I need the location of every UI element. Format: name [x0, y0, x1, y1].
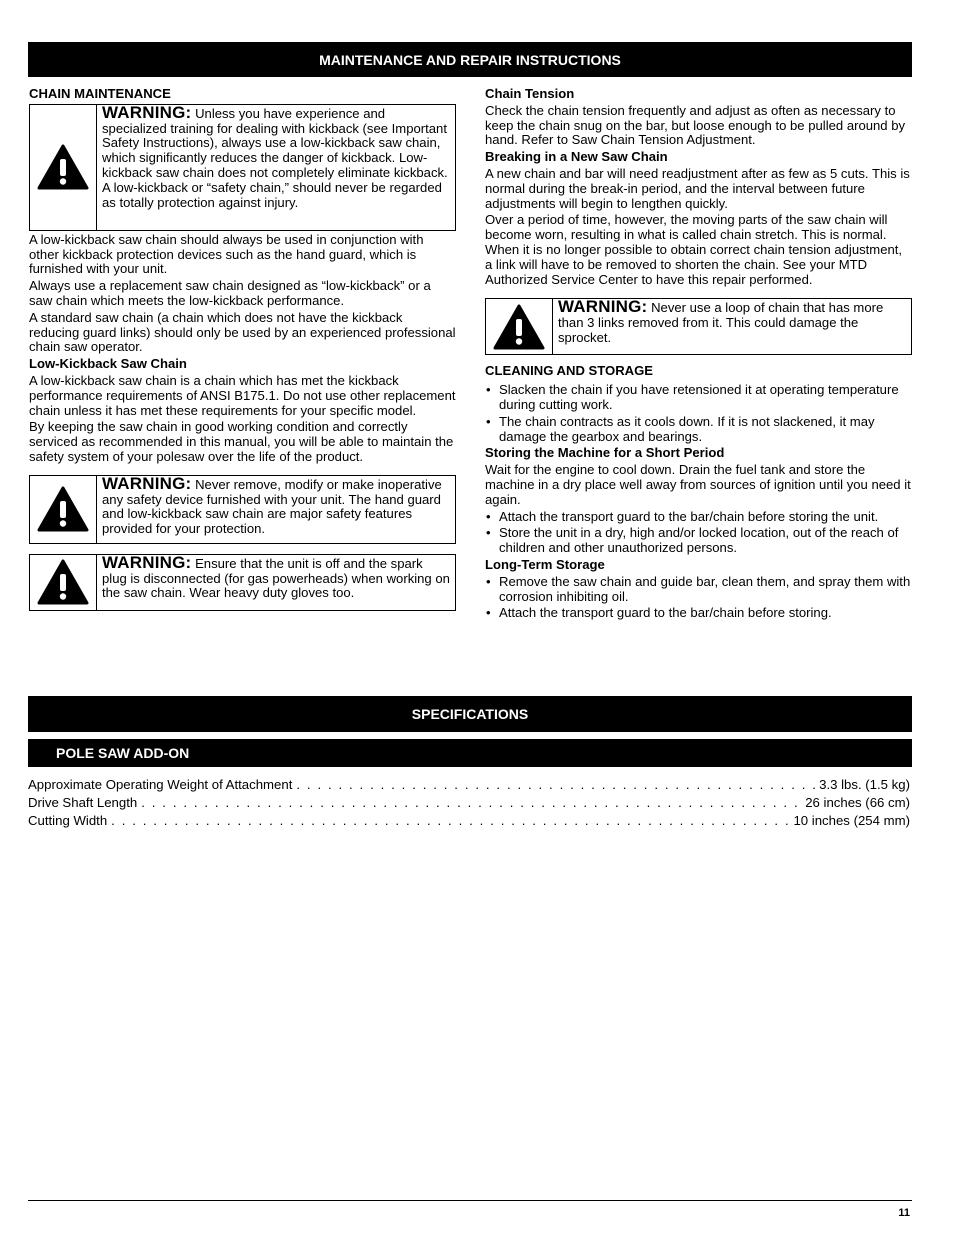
- spec-label: Approximate Operating Weight of Attachment: [28, 777, 293, 792]
- left-column: [29, 87, 456, 613]
- warning-box-chain-loop: [485, 298, 912, 355]
- dot-leader: [296, 777, 815, 792]
- spec-row: [28, 777, 910, 795]
- warning-text: [553, 299, 911, 354]
- long-term-bullet-list: [485, 575, 912, 621]
- dot-leader: [141, 795, 801, 810]
- warning-triangle-icon: [37, 486, 89, 532]
- warning-icon-cell: [30, 555, 97, 610]
- short-period-heading: Storing the Machine for a Short Period: [485, 445, 725, 461]
- low-kickback-heading: Low-Kickback Saw Chain: [29, 356, 187, 372]
- warning-text: [97, 102, 455, 230]
- paragraph: A standard saw chain (a chain which does not have the kickback reducing guard links) should only be used by an experienced professional chain saw operator.: [29, 309, 456, 355]
- warning-triangle-icon: [37, 559, 89, 605]
- list-item: • The chain contracts as it cools down. If it is not slackened, it may damage the gearbox and bearings.: [485, 415, 912, 445]
- warning-label: WARNING:: [558, 297, 648, 317]
- paragraph: By keeping the saw chain in good working condition and correctly serviced as recommended in this manual, you will be able to maintain the safety system of your polesaw over the life of the product.: [29, 419, 454, 464]
- spec-label: Cutting Width: [28, 813, 108, 828]
- warning-label: WARNING:: [102, 473, 192, 493]
- paragraph: A new chain and bar will need readjustment after as few as 5 cuts. This is normal during the break-in period, and the interval between future adjustments will begin to lengthen quickly.: [485, 165, 910, 211]
- spec-label: Drive Shaft Length: [28, 795, 138, 810]
- section-title: MAINTENANCE AND REPAIR INSTRUCTIONS: [319, 51, 621, 68]
- warning-label: WARNING:: [102, 552, 192, 572]
- list-item: • Attach the transport guard to the bar/chain before storing the unit.: [485, 510, 912, 525]
- warning-body: Never remove, modify or make inoperative any safety device furnished with your unit. The hand guard and low-kickback saw chain are major safety features provided for your protection.: [102, 476, 442, 537]
- warning-icon-cell: [486, 299, 553, 354]
- spec-row: [28, 813, 910, 831]
- list-item: • Store the unit in a dry, high and/or locked location, out of the reach of children and other unauthorized persons.: [485, 526, 912, 556]
- spec-value: 26 inches (66 cm): [805, 795, 910, 810]
- warning-box-spark-plug: [29, 554, 456, 611]
- paragraph: A low-kickback saw chain should always be used in conjunction with other kickback protection devices such as the hand guard, which is furnished with your unit.: [29, 231, 424, 277]
- warning-text: [97, 552, 455, 610]
- list-item: • Slacken the chain if you have retensioned it at operating temperature during cutting work.: [485, 383, 912, 413]
- short-period-bullet-list: [485, 510, 912, 556]
- warning-label: WARNING:: [102, 102, 192, 122]
- spec-list: [28, 777, 910, 831]
- warning-icon-cell: [30, 476, 97, 543]
- list-item: • Remove the saw chain and guide bar, clean them, and spray them with corrosion inhibiting oil.: [485, 575, 912, 605]
- spec-row: [28, 795, 910, 813]
- spec-value: 10 inches (254 mm): [793, 813, 910, 828]
- warning-body: Unless you have experience and specialized training for dealing with kickback (see Important Safety Instructions), always use a low-kickback saw chain, which significantly reduces the danger of kickback. Low-kickback saw chain does not completely eliminate kickback. A low-kickback or “safety chain,” should never be regarded as totally protection against injury.: [102, 105, 448, 210]
- chain-tension-heading: Chain Tension: [485, 86, 575, 101]
- list-item: • Attach the transport guard to the bar/chain before storing.: [485, 606, 912, 621]
- right-column: [485, 87, 912, 623]
- paragraph: A low-kickback saw chain is a chain which has met the kickback performance requirements of ANSI B175.1. Do not use other replacement chain unless it has met these requirements for your specific model.: [29, 372, 456, 418]
- warning-body: Never use a loop of chain that has more than 3 links removed from it. This could damage the sprocket.: [558, 300, 884, 345]
- section-title: SPECIFICATIONS: [411, 706, 529, 722]
- footer-rule: [28, 1200, 912, 1201]
- warning-box-safety-device: [29, 475, 456, 544]
- warning-box-kickback: [29, 104, 456, 231]
- section-header-specifications: [28, 696, 912, 732]
- cleaning-bullet-list: [485, 383, 912, 444]
- long-term-heading: Long-Term Storage: [485, 556, 605, 572]
- paragraph: Over a period of time, however, the moving parts of the saw chain will become worn, resulting in what is called chain stretch. This is normal. When it is no longer possible to obtain correct chain tension adjustment, a link will have to be removed to shorten the chain. See your MTD Authorized Service Center to have this repair performed.: [485, 212, 903, 287]
- warning-text: [97, 473, 455, 543]
- breaking-in-heading: Breaking in a New Saw Chain: [485, 149, 668, 165]
- warning-icon-cell: [30, 105, 97, 230]
- subsection-header-pole-saw: [28, 739, 912, 767]
- paragraph: Wait for the engine to cool down. Drain the fuel tank and store the machine in a dry place well away from sources of ignition until you need it again.: [485, 462, 911, 507]
- warning-triangle-icon: [37, 144, 89, 190]
- section-header-maintenance: [28, 42, 912, 77]
- spec-value: 3.3 lbs. (1.5 kg): [819, 777, 910, 792]
- cleaning-storage-heading: CLEANING AND STORAGE: [485, 363, 654, 379]
- chain-maintenance-heading: CHAIN MAINTENANCE: [29, 86, 171, 101]
- warning-triangle-icon: [493, 304, 545, 350]
- warning-body: Ensure that the unit is off and the spark plug is disconnected (for gas powerheads) when working on the saw chain. Wear heavy duty gloves too.: [102, 555, 450, 601]
- page-number: 11: [898, 1207, 910, 1219]
- paragraph: Check the chain tension frequently and adjust as often as necessary to keep the chain snug on the bar, but loose enough to be pulled around by hand. Refer to Saw Chain Tension Adjustment.: [485, 102, 906, 148]
- dot-leader: [111, 813, 789, 828]
- subsection-title: POLE SAW ADD-ON: [56, 745, 190, 761]
- paragraph: Always use a replacement saw chain designed as “low-kickback” or a saw chain which meets the low-kickback performance.: [29, 278, 431, 308]
